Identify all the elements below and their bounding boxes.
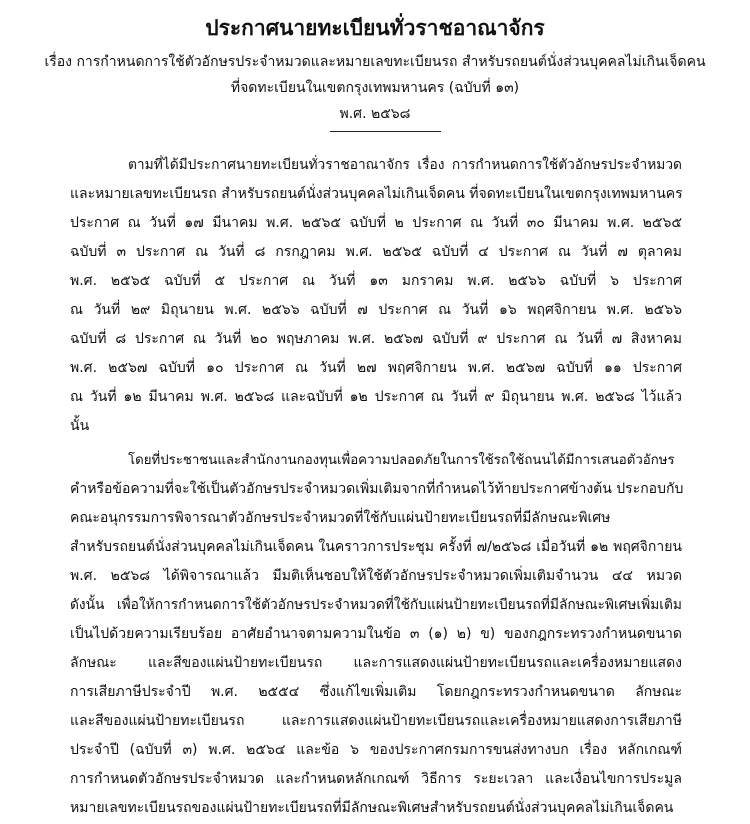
paragraph-line: ฉบับที่ ๘ ประกาศ ณ วันที่ ๒๐ พฤษภาคม พ.ศ. ๒๕๖๗ ฉบับที่ ๙ ประกาศ ณ วันที่ ๗ สิงหาคม (70, 331, 682, 347)
paragraph-line: ณ วันที่ ๒๙ มิถุนายน พ.ศ. ๒๕๖๖ ฉบับที่ ๗ ประกาศ ณ วันที่ ๑๖ พฤศจิกายน พ.ศ. ๒๕๖๖ (70, 302, 682, 318)
paragraph-line: และสีของแผ่นป้ายทะเบียนรถ และการแสดงแผ่นป้ายทะเบียนรถและเครื่องหมายแสดงการเสียภาษี (70, 713, 682, 729)
paragraph-line: โดยที่ประชาชนและสำนักงานกองทุนเพื่อความปลอดภัยในการใช้รถใช้ถนนได้มีการเสนอตัวอักษร (128, 453, 675, 468)
paragraph-line: ประกาศ ณ วันที่ ๑๗ มีนาคม พ.ศ. ๒๕๖๕ ฉบับที่ ๒ ประกาศ ณ วันที่ ๓๐ มีนาคม พ.ศ. ๒๕๖๕ (70, 215, 682, 231)
paragraph-line: หมายเลขทะเบียนรถของแผ่นป้ายทะเบียนรถที่มีลักษณะพิเศษสำหรับรถยนต์นั่งส่วนบุคคลไม่เกินเจ็ดคน (70, 800, 674, 816)
paragraph-line: ตามที่ได้มีประกาศนายทะเบียนทั่วราชอาณาจักร เรื่อง การกำหนดการใช้ตัวอักษรประจำหมวด (128, 157, 682, 173)
paragraph-line: นั้น (70, 418, 90, 434)
paragraph-line: พ.ศ. ๒๕๖๕ ฉบับที่ ๕ ประกาศ ณ วันที่ ๑๓ มกราคม พ.ศ. ๒๕๖๖ ฉบับที่ ๖ ประกาศ (70, 273, 682, 289)
paragraph-line: การกำหนดตัวอักษรประจำหมวด และกำหนดหลักเกณฑ์ วิธีการ ระยะเวลา และเงื่อนไขการประมูล (70, 771, 682, 787)
paragraph-line: พ.ศ. ๒๕๖๗ ฉบับที่ ๑๐ ประกาศ ณ วันที่ ๒๗ พฤศจิกายน พ.ศ. ๒๕๖๗ ฉบับที่ ๑๑ ประกาศ (70, 360, 682, 376)
subject-line-1: เรื่อง การกำหนดการใช้ตัวอักษรประจำหมวดและหมายเลขทะเบียนรถ สำหรับรถยนต์นั่งส่วนบุคคลไม่เกินเจ็ดคน (44, 54, 706, 70)
paragraph-line: ดังนั้น เพื่อให้การกำหนดการใช้ตัวอักษรประจำหมวดที่ใช้กับแผ่นป้ายทะเบียนรถที่มีลักษณะพิเศษเพิ่มเติม (70, 597, 682, 613)
paragraph-line: สำหรับรถยนต์นั่งส่วนบุคคลไม่เกินเจ็ดคน ในคราวการประชุม ครั้งที่ ๗/๒๕๖๘ เมื่อวันที่ ๑๒ พฤศจิกายน (70, 539, 682, 555)
paragraph-line: คณะอนุกรรมการพิจารณาตัวอักษรประจำหมวดที่ใช้กับแผ่นป้ายทะเบียนรถที่มีลักษณะพิเศษ (70, 510, 611, 526)
paragraph-line: พ.ศ. ๒๕๖๘ ได้พิจารณาแล้ว มีมติเห็นชอบให้ใช้ตัวอักษรประจำหมวดเพิ่มเติมจำนวน ๔๔ หมวด (70, 568, 682, 584)
paragraph-line: การเสียภาษีประจำปี พ.ศ. ๒๕๕๔ ซึ่งแก้ไขเพิ่มเติม โดยกฎกระทรวงกำหนดขนาด ลักษณะ (70, 684, 682, 700)
paragraph-line: ลักษณะ และสีของแผ่นป้ายทะเบียนรถ และการแสดงแผ่นป้ายทะเบียนรถและเครื่องหมายแสดง (70, 655, 682, 671)
paragraph-line: คำหรือข้อความที่จะใช้เป็นตัวอักษรประจำหมวดเพิ่มเติมจากที่กำหนดไว้ท้ายประกาศข้างต้น ประกอบกับ (70, 481, 684, 497)
paragraph-line: ประจำปี (ฉบับที่ ๓) พ.ศ. ๒๕๖๔ และข้อ ๖ ของประกาศกรมการขนส่งทางบก เรื่อง หลักเกณฑ์ (70, 742, 682, 758)
subject-line-2: ที่จดทะเบียนในเขตกรุงเทพมหานคร (ฉบับที่ ๑๓) (230, 80, 520, 96)
paragraph-line: ฉบับที่ ๓ ประกาศ ณ วันที่ ๘ กรกฎาคม พ.ศ. ๒๕๖๕ ฉบับที่ ๔ ประกาศ ณ วันที่ ๗ ตุลาคม (70, 244, 682, 260)
paragraph-line: และหมายเลขทะเบียนรถ สำหรับรถยนต์นั่งส่วนบุคคลไม่เกินเจ็ดคน ที่จดทะเบียนในเขตกรุงเทพมหานคร (70, 186, 683, 202)
announcement-year: พ.ศ. ๒๕๖๘ (339, 106, 411, 122)
paragraph-line: ณ วันที่ ๑๒ มีนาคม พ.ศ. ๒๕๖๘ และฉบับที่ ๑๒ ประกาศ ณ วันที่ ๙ มิถุนายน พ.ศ. ๒๕๖๘ ไว้แล้ว (70, 389, 682, 405)
announcement-title: ประกาศนายทะเบียนทั่วราชอาณาจักร (205, 16, 545, 40)
paragraph-line: เป็นไปด้วยความเรียบร้อย อาศัยอำนาจตามความในข้อ ๓ (๑) ๒) ข) ของกฎกระทรวงกำหนดขนาด (70, 626, 682, 642)
title-divider (330, 131, 441, 132)
